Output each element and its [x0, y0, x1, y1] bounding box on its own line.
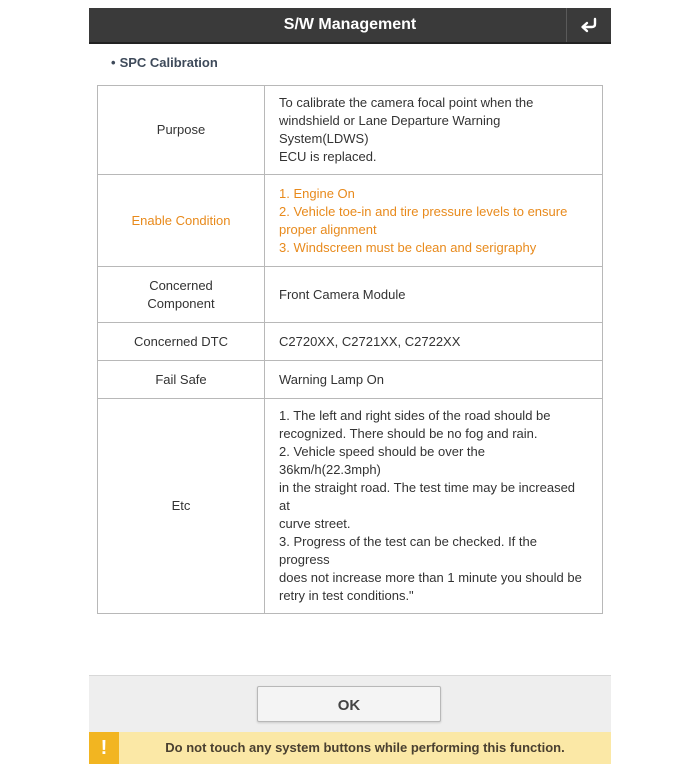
- table-row-concerned-dtc: [98, 323, 603, 361]
- row-label: Etc: [98, 399, 265, 614]
- row-value: [265, 361, 603, 399]
- window-title: S/W Management: [283, 16, 417, 33]
- value-line: C2720XX, C2721XX, C2722XX: [279, 333, 461, 349]
- row-value: [265, 175, 603, 267]
- row-value: [265, 399, 603, 614]
- row-label: Purpose: [98, 86, 265, 175]
- section-bullet: •: [111, 55, 116, 70]
- row-value: [265, 323, 603, 361]
- value-line: Warning Lamp On: [279, 371, 385, 387]
- value-line: retry in test conditions.": [279, 588, 414, 603]
- row-value: [265, 267, 603, 323]
- table-row-enable-condition: [98, 175, 603, 267]
- title-bar: [89, 8, 611, 44]
- row-label: Enable Condition: [98, 175, 265, 267]
- row-label: Fail Safe: [98, 361, 265, 399]
- value-line: To calibrate the camera focal point when the: [279, 95, 534, 110]
- value-line: in the straight road. The test time may be increased at: [279, 480, 576, 513]
- sw-management-window: [89, 8, 611, 764]
- value-line: Front Camera Module: [279, 286, 406, 302]
- value-line: recognized. There should be no fog and rain.: [279, 426, 538, 441]
- row-label: [98, 267, 265, 323]
- row-value: [265, 86, 603, 175]
- value-line: 2. Vehicle speed should be over the 36km/h(22.3mph): [279, 444, 485, 477]
- button-bar: [89, 675, 611, 733]
- return-arrow-icon: [579, 17, 599, 33]
- label-line: Concerned: [149, 277, 213, 293]
- warning-exclamation-icon: !: [89, 732, 119, 764]
- ok-button[interactable]: OK: [257, 686, 441, 722]
- value-line: ECU is replaced.: [279, 149, 377, 164]
- back-button[interactable]: [566, 8, 611, 42]
- row-label: Concerned DTC: [98, 323, 265, 361]
- value-line: 1. Engine On: [279, 185, 355, 201]
- value-line: 3. Windscreen must be clean and serigraphy: [279, 239, 537, 255]
- section-title: [111, 55, 218, 70]
- value-line: does not increase more than 1 minute you should be: [279, 570, 582, 585]
- value-line: curve street.: [279, 516, 351, 531]
- value-line: 3. Progress of the test can be checked. If the progress: [279, 534, 537, 567]
- warning-text: Do not touch any system buttons while performing this function.: [165, 740, 565, 755]
- table-row-etc: [98, 399, 603, 614]
- table-row-fail-safe: [98, 361, 603, 399]
- table-row-purpose: [98, 86, 603, 175]
- value-line: 2. Vehicle toe-in and tire pressure levels to ensure: [279, 203, 568, 219]
- value-line: windshield or Lane Departure Warning System(LDWS): [279, 113, 501, 146]
- value-line: proper alignment: [279, 221, 377, 237]
- section-title-text: SPC Calibration: [119, 55, 218, 70]
- value-line: 1. The left and right sides of the road should be: [279, 408, 551, 423]
- info-table: [97, 85, 603, 614]
- warning-bar: [89, 732, 611, 764]
- table-row-concerned-component: [98, 267, 603, 323]
- label-line: Component: [147, 295, 215, 311]
